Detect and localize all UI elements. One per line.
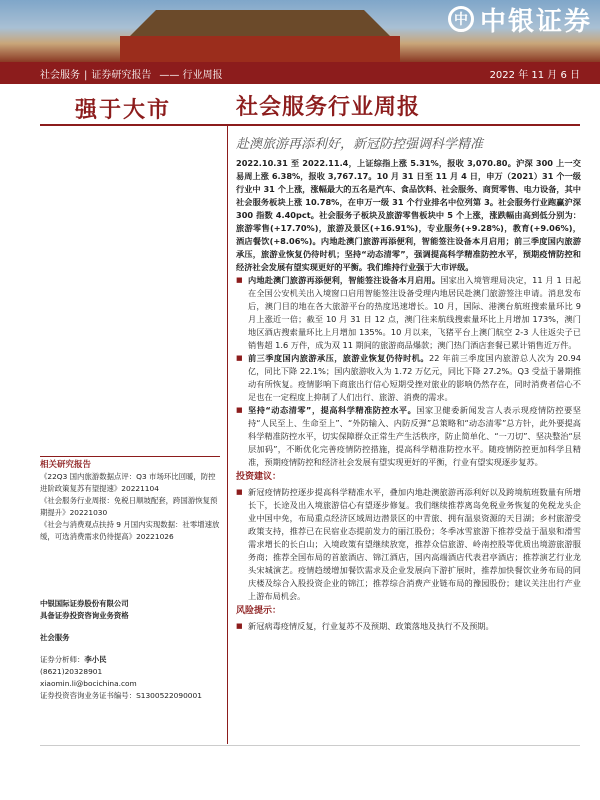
key-point xyxy=(236,404,581,469)
related-item[interactable]: 《社会服务行业周报：免税日顺坡配套，跨国游恢复预期提升》20221030 xyxy=(40,496,218,517)
report-topbar xyxy=(0,62,600,84)
key-point xyxy=(236,352,581,404)
key-point-body: 国家出入境管理局决定，11 月 1 日起在全国公安机关出入境窗口启用智能签注设备受理内地居民赴澳门旅游签注申请。消息发布后，澳门目的地在各大旅游平台的热度迅速增长。10 月，国际、港澳台航班搜索量环比 9 月上涨近一倍；截至 10 月 31 日 12 点，澳门往来航线搜索量环比上月增加 173%，澳门地区酒店搜索量环比上月增加 135%。10 月以来，飞猪平台上澳门航空 2-3 人往返尖子已销售超 1.6 万件，成为双 11 期间的旅游商品爆款；澳门热门酒店套餐已累计销售近万件。 xyxy=(248,275,581,350)
analyst-phone: (8621)20328901 xyxy=(40,667,103,676)
analyst-label: 证券分析师： xyxy=(40,655,85,664)
firm-qualification: 具备证券投资咨询业务资格 xyxy=(40,611,129,620)
report-date: 2022 年 11 月 6 日 xyxy=(489,69,580,81)
category-sub: —— 行业周报 xyxy=(159,69,223,81)
key-points-list xyxy=(236,274,581,469)
key-point-head: 内地赴澳门旅游再添便利，智能签注设备本月启用。 xyxy=(248,275,441,285)
brand-name: 中银证券 xyxy=(479,6,592,37)
invest-point: ■ 新冠疫情防控逐步提高科学精准水平，叠加内地赴澳旅游再添利好以及跨境航班数量有所增长下，长途及出入境旅游信心有望逐步修复。我们继续推荐离岛免税业务恢复的免税龙头企业中国中免，布局重点经济区域周边潜景区的中青旅、拥有温泉资源的天目湖；乡村旅游受政策支持，推荐已在民宿业态提前发力的丽江股份；冬季冰雪旅游下推荐受益于温泉和滑雪需求增长的长白山；入境政策有望继续放宽，推荐众信旅游、岭南控股等优质出境游旅游服务商；推荐全国布局的首旅酒店、锦江酒店，国内高端酒店代表君亭酒店；推荐演艺行业龙头宋城演艺。疫情趋缓增加餐饮需求及企业发展向下游扩展时，推荐加快餐饮业务布局的同庆楼及综合入股投资企业的锦江；推荐综合消费产业链布局的豫园股份；建议关注出行产业上游布局机会。 xyxy=(236,486,581,603)
related-heading: 相关研究报告 xyxy=(40,456,220,471)
summary-paragraph: 2022.10.31 至 2022.11.4，上证综指上涨 5.31%，报收 3,070.80。沪深 300 上一交易周上涨 6.38%，报收 3,767.17。10 月 31 日至 11 月 4 日，申万（2021）31 个一级行业中 31 个上涨，涨幅最大的五名是汽车、食品饮料、社会服务、商贸零售、电力设备，其中社会服务板块上涨 10.78%，在申万一级 31 个行业排名中位列第 3。社会服务行业跑赢沪深 300 指数 4.40pct。社会服务子板块及旅游零售板块中 5 个上涨，涨跌幅由高到低分别为：旅游零售(+17.70%)，旅游及景区(+16.91%)，专业服务(+9.28%)，教育(+9.06%)，酒店餐饮(+8.06%)。内地赴澳门旅游再添便利，智能签注设备本月启用；前三季度国内旅游承压，旅游业恢复仍待时机；坚持“动态清零”，强调提高科学精准防控水平，预期疫情防控和经济社会发展有望实现更好的平衡。我们维持行业强于大市评级。 xyxy=(236,158,581,272)
related-reports xyxy=(40,456,220,543)
related-item[interactable]: 《22Q3 国内旅游数据点评：Q3 市场环比回暖，防控进阶政策复苏有望提速》20221104 xyxy=(40,472,216,493)
footer-divider xyxy=(40,745,580,746)
main-column xyxy=(236,157,581,633)
analyst-email[interactable]: xiaomin.li@bocichina.com xyxy=(40,679,137,688)
report-subtitle: 赴澳旅游再添利好，新冠防控强调科学精准 xyxy=(236,137,484,152)
column-divider xyxy=(227,126,228,744)
firm-info xyxy=(40,598,220,702)
key-point-body: 国家卫健委新闻发言人表示现疫情防控要坚持“人民至上、生命至上”、“外防输入、内防反弹”总策略和“动态清零”总方针，此外要提高科学精准防控水平，切实保障群众正常生产生活秩序，防止简单化、“一刀切”、坚决整治“层层加码”，不断优化完善疫情防控措施，提高科学精准防控水平。随疫情防控更加科学且精准，预期疫情防控和经济社会发展有望实现更好的平衡，行业有望实现逐步复苏。 xyxy=(248,405,581,467)
key-point xyxy=(236,274,581,352)
invest-heading: 投资建议： xyxy=(236,472,282,482)
analyst-line xyxy=(40,654,220,666)
analyst-license: 证券投资咨询业务证书编号：S1300522090001 xyxy=(40,691,202,700)
brand-logo xyxy=(448,4,592,37)
firm-sector: 社会服务 xyxy=(40,633,70,642)
palace-wall-graphic xyxy=(120,36,400,62)
risk-list xyxy=(236,620,581,633)
risk-point: ■ 新冠病毒疫情反复，行业复苏不及预期、政策落地及执行不及预期。 xyxy=(236,620,581,633)
report-title: 社会服务行业周报 xyxy=(236,95,421,120)
report-category: 社会服务 | 证券研究报告 —— 行业周报 xyxy=(40,69,223,81)
key-point-body: 22 年前三季度国内旅游总人次为 20.94 亿，同比下降 22.1%；国内旅游收入为 1.72 万亿元，同比下降 27.2%。Q3 受益于暑期推动有所恢复。疫情影响下商旅出行信心短期受挫对旅业的影响仍然存在，同时消费者信心不足也在一定程度上抑制了人们出行、旅游、消费的需求。 xyxy=(248,353,581,402)
related-item[interactable]: 《社会与消费观点扶持 9 月国内实现数据：社零增速放缓，可选消费需求仍待提高》20221026 xyxy=(40,520,220,541)
risk-heading: 风险提示： xyxy=(236,606,282,616)
header-banner xyxy=(0,0,600,62)
palace-roof-graphic xyxy=(130,10,390,36)
key-point-head: 前三季度国内旅游承压，旅游业恢复仍待时机。 xyxy=(248,353,429,363)
analyst-name: 李小民 xyxy=(84,655,107,664)
rating-label: 强于大市 xyxy=(75,98,172,123)
firm-name: 中银国际证券股份有限公司 xyxy=(40,599,129,608)
key-point-head: 坚持“动态清零”，提高科学精准防控水平。 xyxy=(248,405,417,415)
category-type: 证券研究报告 xyxy=(91,69,152,81)
brand-mark-icon: 中 xyxy=(448,6,474,32)
invest-list xyxy=(236,486,581,603)
category-sector: 社会服务 xyxy=(40,69,80,81)
title-divider xyxy=(40,124,580,126)
